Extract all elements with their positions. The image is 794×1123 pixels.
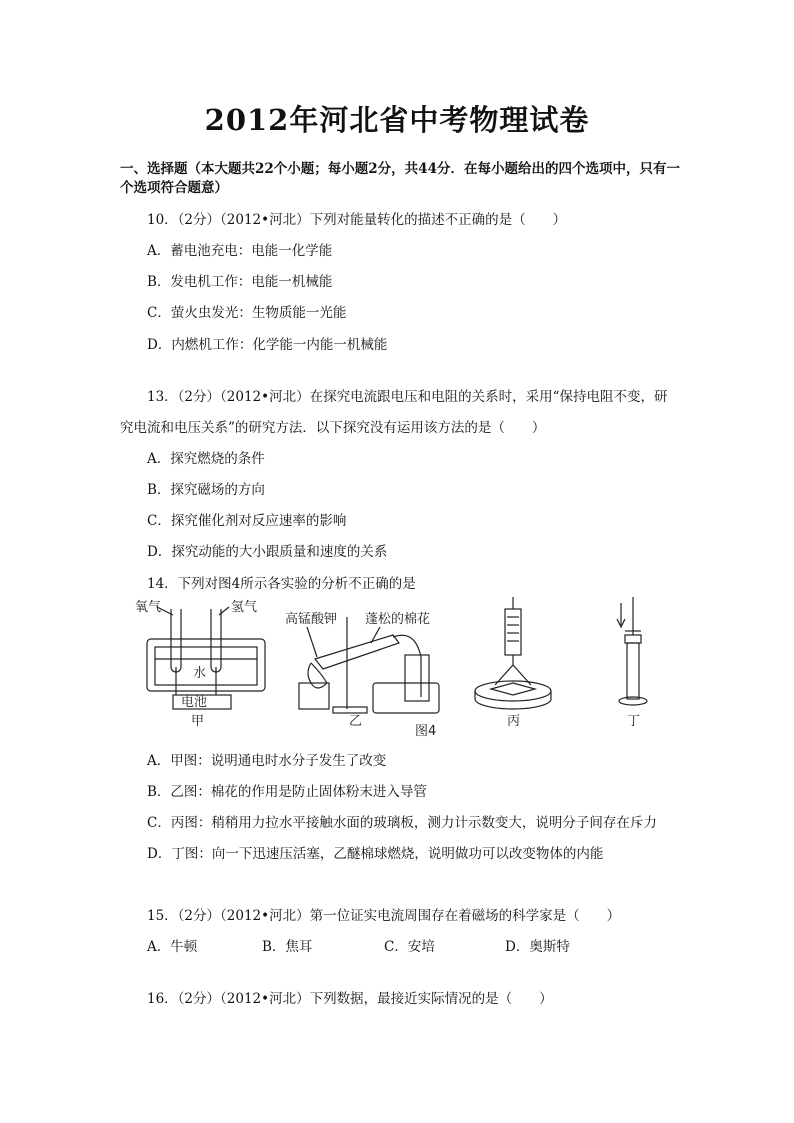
figure-label-jia: 甲 [191,714,205,729]
figure-4 [135,597,675,737]
q13-option-c: C．探究催化剂对反应速率的影响 [147,513,347,529]
figure-bing-spring-scale [475,597,551,729]
figure-caption: 图4 [415,724,437,737]
section-heading: 一、选择题（本大题共22个小题；每小题2分，共44分．在每小题给出的四个选项中，只有一个选项符合题意） [120,161,680,196]
q15-option-c: C．安培 [384,939,435,955]
q14-option-c: C．丙图：稍稍用力拉水平接触水面的玻璃板，测力计示数变大，说明分子间存在斥力 [147,815,657,831]
q14-stem: 14．下列对图4所示各实验的分析不正确的是 [147,576,416,592]
q14-option-a: A．甲图：说明通电时水分子发生了改变 [147,753,387,769]
q13-option-b: B．探究磁场的方向 [147,482,265,498]
jia-oxygen-label: 氧气 [135,600,162,615]
yi-kmno4-label: 高锰酸钾 [285,612,338,627]
q10-option-a: A．蓄电池充电：电能一化学能 [147,243,333,259]
q10-option-d: D．内燃机工作：化学能一内能一机械能 [147,337,388,353]
yi-cotton-label: 蓬松的棉花 [365,612,431,627]
q13-option-a: A．探究燃烧的条件 [147,451,265,467]
q15-option-d: D．奥斯特 [505,939,570,955]
jia-battery-label: 电池 [181,695,208,710]
q15-stem: 15．（2分）（2012•河北）第一位证实电流周围存在着磁场的科学家是（ ） [147,908,621,924]
jia-water-label: 水 [193,666,207,681]
figure-ding-piston [617,597,647,729]
q16-stem: 16．（2分）（2012•河北）下列数据，最接近实际情况的是（ ） [147,991,553,1007]
q10-option-c: C．萤火虫发光：生物质能一光能 [147,305,347,321]
figure-yi-heating [285,611,439,737]
figure-label-bing: 丙 [507,714,521,729]
figure-jia-electrolysis [135,600,265,729]
figure-label-ding: 丁 [627,714,641,729]
jia-hydrogen-label: 氢气 [231,600,258,615]
q14-option-d: D．丁图：向一下迅速压活塞，乙醚棉球燃烧，说明做功可以改变物体的内能 [147,846,604,862]
q10-stem: 10．（2分）（2012•河北）下列对能量转化的描述不正确的是（ ） [147,212,567,228]
q13-stem-line2: 究电流和电压关系”的研究方法．以下探究没有运用该方法的是（ ） [120,420,546,436]
q15-option-b: B．焦耳 [262,939,313,955]
q14-option-b: B．乙图：棉花的作用是防止固体粉末进入导管 [147,784,427,800]
q13-option-d: D．探究动能的大小跟质量和速度的关系 [147,544,388,560]
q15-option-a: A．牛顿 [147,939,198,955]
q10-option-b: B．发电机工作：电能一机械能 [147,274,333,290]
page-title: 2012年河北省中考物理试卷 [204,103,590,137]
figure-label-yi: 乙 [349,714,363,729]
q13-stem-line1: 13．（2分）（2012•河北）在探究电流跟电压和电阻的关系时，采用“保持电阻不变，研 [147,389,668,405]
